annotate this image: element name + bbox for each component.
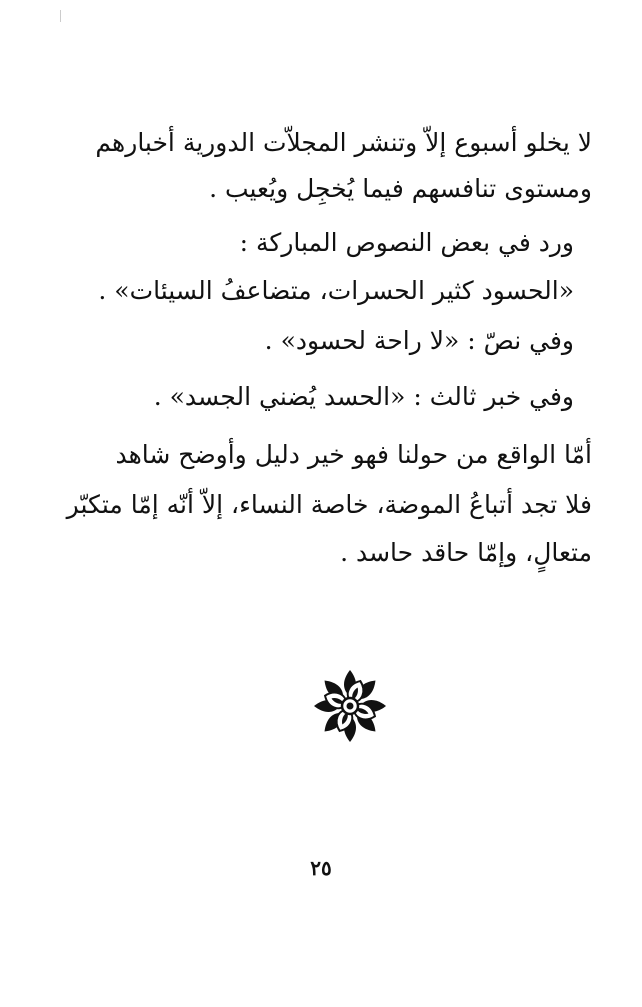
paragraph-4: وفي نصّ : «لا راحة لحسود» . [264, 326, 574, 355]
paragraph-2: ورد في بعض النصوص المباركة : [239, 228, 574, 257]
paragraph-6-line-1: أمّا الواقع من حولنا فهو خير دليل وأوضح شاهد [115, 440, 592, 469]
paragraph-6-line-3: متعالٍ، وإمّا حاقد حاسد . [340, 538, 592, 567]
paragraph-3: «الحسود كثير الحسرات، متضاعفُ السيئات» . [98, 276, 574, 305]
paragraph-5: وفي خبر ثالث : «الحسد يُضني الجسد» . [153, 382, 574, 411]
page-number: ٢٥ [310, 856, 332, 880]
paragraph-1-line-1: لا يخلو أسبوع إلاّ وتنشر المجلاّت الدورية أخبارهم [95, 128, 592, 157]
paragraph-6-line-2: فلا تجد أتباعُ الموضة، خاصة النساء، إلاّ أنّه إمّا متكبّر [66, 490, 592, 519]
scan-mark [60, 10, 61, 22]
floral-ornament-icon [312, 668, 388, 744]
paragraph-1-line-2: ومستوى تنافسهم فيما يُخجِل ويُعيب . [209, 174, 592, 203]
